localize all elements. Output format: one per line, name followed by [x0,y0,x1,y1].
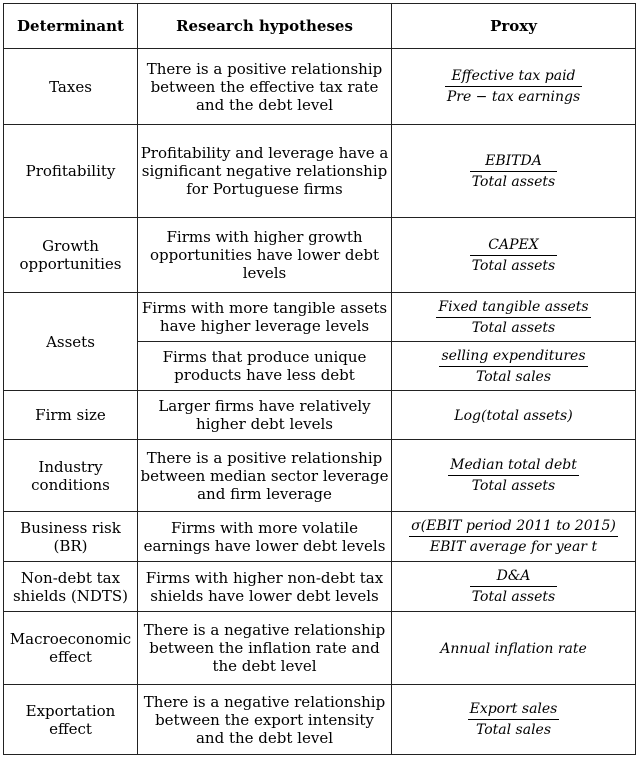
determinant-cell: Macroeconomic effect [4,612,138,685]
table-row [4,391,636,440]
proxy-numerator: Fixed tangible assets [436,298,590,318]
hypothesis-cell: Larger firms have relatively higher debt levels [138,391,392,440]
proxy-fraction [409,517,618,556]
determinant-cell: Industry conditions [4,440,138,512]
table-row [4,125,636,218]
proxy-cell [392,612,636,685]
table-row [4,612,636,685]
proxy-fraction [470,567,557,606]
proxy-numerator: Export sales [468,700,560,720]
hypothesis-cell: Profitability and leverage have a significant negative relationship for Portuguese firms [138,125,392,218]
hypothesis-cell: Firms with higher growth opportunities have lower debt levels [138,218,392,293]
proxy-fraction [436,298,590,337]
proxy-fraction [439,347,587,386]
hypothesis-cell: Firms with more volatile earnings have lower debt levels [138,512,392,562]
proxy-fraction [470,152,557,191]
proxy-denominator: EBIT average for year t [429,539,598,555]
proxy-denominator: Total assets [471,478,556,494]
proxy-formula: Log(total assets) [454,407,573,424]
header-proxy: Proxy [392,4,636,49]
determinant-cell: Taxes [4,49,138,125]
proxy-cell [392,293,636,342]
proxy-formula: Annual inflation rate [440,640,587,657]
proxy-numerator: selling expenditures [439,347,587,367]
determinant-cell: Business risk (BR) [4,512,138,562]
proxy-numerator: Median total debt [448,456,579,476]
table-row [4,49,636,125]
proxy-fraction [445,67,582,106]
proxy-fraction [470,236,557,275]
table-row [4,685,636,755]
proxy-cell [392,440,636,512]
determinant-cell: Non-debt tax shields (NDTS) [4,562,138,612]
proxy-cell [392,512,636,562]
header-determinant: Determinant [4,4,138,49]
proxy-cell [392,125,636,218]
determinant-cell: Profitability [4,125,138,218]
hypothesis-cell: Firms with more tangible assets have higher leverage levels [138,293,392,342]
hypothesis-cell: Firms with higher non-debt tax shields have lower debt levels [138,562,392,612]
proxy-cell [392,562,636,612]
proxy-denominator: Total assets [471,319,556,336]
proxy-numerator: D&A [470,567,557,587]
proxy-denominator: Total assets [471,173,556,190]
hypothesis-cell: There is a negative relationship between the inflation rate and the debt level [138,612,392,685]
proxy-cell [392,218,636,293]
proxy-fraction [468,700,560,739]
proxy-denominator: Total assets [471,257,556,274]
proxy-denominator: Total assets [471,589,556,605]
proxy-numerator: σ(EBIT period 2011 to 2015) [409,517,618,537]
table-row [4,440,636,512]
hypothesis-cell: Firms that produce unique products have less debt [138,342,392,391]
proxy-fraction [448,456,579,495]
proxy-cell [392,342,636,391]
hypothesis-cell: There is a positive relationship between median sector leverage and firm leverage [138,440,392,512]
table-row [4,293,636,342]
proxy-cell [392,49,636,125]
hypothesis-cell: There is a negative relationship between the export intensity and the debt level [138,685,392,755]
hypothesis-cell: There is a positive relationship between the effective tax rate and the debt level [138,49,392,125]
proxy-numerator: CAPEX [470,236,557,256]
table-row [4,512,636,562]
header-hypotheses: Research hypotheses [138,4,392,49]
determinant-cell: Growth opportunities [4,218,138,293]
header-row [4,4,636,49]
proxy-numerator: Effective tax paid [445,67,582,87]
proxy-cell [392,685,636,755]
proxy-denominator: Total sales [475,368,552,385]
proxy-numerator: EBITDA [470,152,557,172]
determinants-table [3,3,636,755]
table-row [4,218,636,293]
table-row [4,562,636,612]
proxy-denominator: Total sales [475,722,552,738]
proxy-cell [392,391,636,440]
determinant-cell: Exportation effect [4,685,138,755]
proxy-denominator: Pre − tax earnings [446,89,581,105]
determinant-cell: Assets [4,293,138,391]
determinant-cell: Firm size [4,391,138,440]
